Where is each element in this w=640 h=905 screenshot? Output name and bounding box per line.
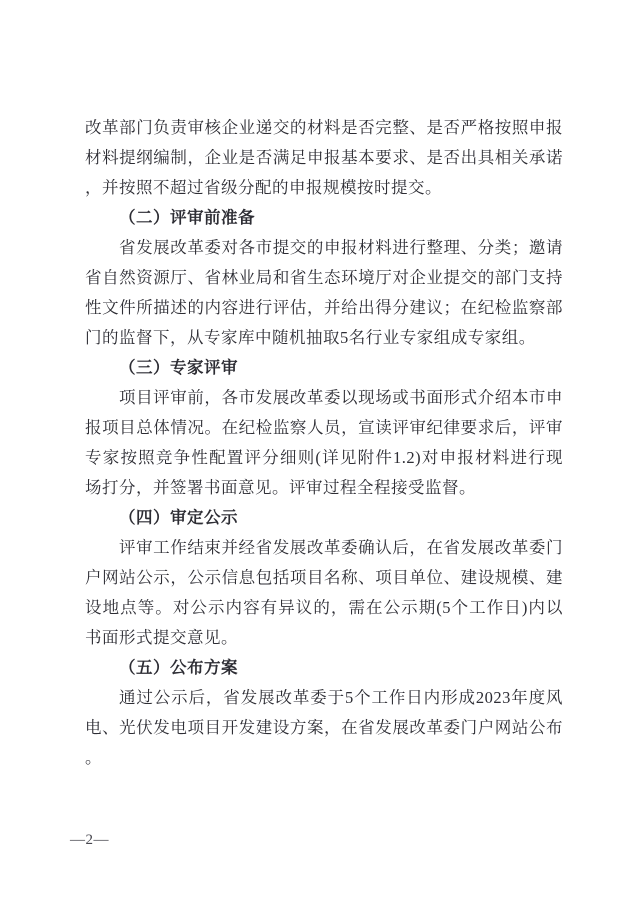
body-text-line: 改革部门负责审核企业递交的材料是否完整、是否严格按照申报 — [85, 118, 563, 137]
document-content — [85, 113, 563, 773]
body-text-line: 通过公示后，省发展改革委于5个工作日内形成2023年度风 — [119, 688, 563, 707]
body-text-line: 性文件所描述的内容进行评估，并给出得分建议；在纪检监察部 — [85, 298, 563, 317]
body-text-line: 书面形式提交意见。 — [85, 628, 238, 647]
body-text-line: 省发展改革委对各市提交的申报材料进行整理、分类；邀请 — [119, 238, 563, 257]
body-text-line: 门的监督下，从专家库中随机抽取5名行业专家组成专家组。 — [85, 328, 536, 347]
body-text-line: 专家按照竞争性配置评分细则(详见附件1.2)对申报材料进行现 — [85, 448, 563, 467]
body-text-line: 评审工作结束并经省发展改革委确认后，在省发展改革委门 — [119, 538, 563, 557]
body-text-line: 。 — [85, 748, 102, 767]
body-text-line: 项目评审前，各市发展改革委以现场或书面形式介绍本市申 — [119, 388, 563, 407]
body-text-line: 电、光伏发电项目开发建设方案，在省发展改革委门户网站公布 — [85, 718, 563, 737]
body-text-line: 报项目总体情况。在纪检监察人员，宣读评审纪律要求后，评审 — [85, 418, 563, 437]
body-text-line: 材料提纲编制，企业是否满足申报基本要求、是否出具相关承诺 — [85, 148, 563, 167]
body-text-line: 省自然资源厅、省林业局和省生态环境厅对企业提交的部门支持 — [85, 268, 563, 287]
body-text-line: 户网站公示，公示信息包括项目名称、项目单位、建设规模、建 — [85, 568, 563, 587]
body-text-line: ，并按照不超过省级分配的申报规模按时提交。 — [85, 178, 442, 197]
body-text-line: 设地点等。对公示内容有异议的，需在公示期(5个工作日)内以 — [85, 598, 563, 617]
section-heading: （四）审定公示 — [119, 508, 238, 527]
page-number: —2— — [70, 832, 109, 848]
section-heading: （二）评审前准备 — [119, 208, 255, 227]
section-heading: （五）公布方案 — [119, 658, 238, 677]
section-heading: （三）专家评审 — [119, 358, 238, 377]
body-text-line: 场打分，并签署书面意见。评审过程全程接受监督。 — [85, 478, 476, 497]
